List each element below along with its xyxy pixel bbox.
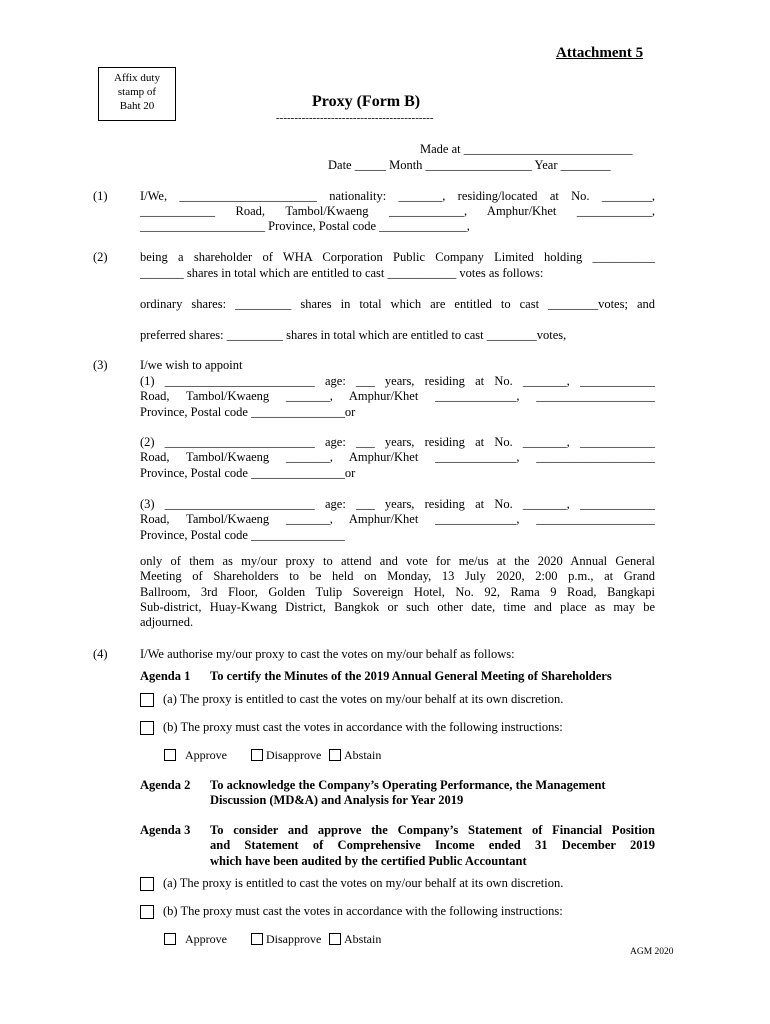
section-1-line-3[interactable]: ____________________ Province, Postal code ______________, <box>140 219 470 233</box>
agenda-1-option-a-checkbox[interactable] <box>140 693 154 707</box>
form-title: Proxy (Form B) <box>312 93 421 110</box>
agenda-3-title-line-3: which have been audited by the certified Public Accountant <box>210 854 527 868</box>
made-at-line[interactable]: Made at ___________________________ <box>420 142 633 156</box>
agenda-1-option-a-label: (a) The proxy is entitled to cast the votes on my/our behalf at its own discretion. <box>163 692 564 706</box>
stamp-line-1: Affix duty <box>114 72 160 84</box>
proxy-3-line-2[interactable]: Road, Tambol/Kwaeng _______, Amphur/Khet _____________, ___________________ <box>140 512 655 526</box>
section-1-line-2[interactable]: ____________ Road, Tambol/Kwaeng ____________, Amphur/Khet ____________, <box>140 204 655 218</box>
proxy-1-line-2[interactable]: Road, Tambol/Kwaeng _______, Amphur/Khet _____________, ___________________ <box>140 389 655 403</box>
agenda-3-approve-checkbox[interactable] <box>164 933 176 945</box>
duty-stamp-box <box>98 67 176 121</box>
meeting-paragraph-line-3: Ballroom, 3rd Floor, Golden Tulip Sovereign Hotel, No. 92, Rama 9 Road, Bangkapi <box>140 585 655 599</box>
agm-footer: AGM 2020 <box>630 947 674 957</box>
agenda-1-abstain-checkbox[interactable] <box>329 749 341 761</box>
attachment-label: Attachment 5 <box>556 45 644 61</box>
agenda-1-disapprove-label: Disapprove <box>266 748 322 762</box>
agenda-1-disapprove-checkbox[interactable] <box>251 749 263 761</box>
agenda-3-option-a-label: (a) The proxy is entitled to cast the votes on my/our behalf at its own discretion. <box>163 876 564 890</box>
agenda-3-approve-label: Approve <box>185 932 227 946</box>
section-4-number: (4) <box>93 647 108 661</box>
agenda-1-title: To certify the Minutes of the 2019 Annual General Meeting of Shareholders <box>210 669 612 683</box>
meeting-paragraph-line-5: adjourned. <box>140 615 194 629</box>
agenda-3-title-line-1: To consider and approve the Company’s Statement of Financial Position <box>210 823 655 837</box>
agenda-1-option-b-checkbox[interactable] <box>140 721 154 735</box>
agenda-1-approve-label: Approve <box>185 748 227 762</box>
agenda-3-abstain-label: Abstain <box>344 932 382 946</box>
agenda-3-disapprove-checkbox[interactable] <box>251 933 263 945</box>
date-line[interactable]: Date _____ Month _________________ Year ________ <box>328 158 611 172</box>
section-2-number: (2) <box>93 250 108 264</box>
meeting-paragraph-line-4: Sub-district, Huay-Kwang District, Bangkok or such other date, time and place as may be <box>140 600 655 614</box>
ordinary-shares-line[interactable]: ordinary shares: _________ shares in total which are entitled to cast ________votes; and <box>140 297 655 311</box>
title-rule: ------------------------------------------- <box>276 112 434 124</box>
agenda-3-option-a-checkbox[interactable] <box>140 877 154 891</box>
preferred-shares-line[interactable]: preferred shares: _________ shares in total which are entitled to cast ________votes, <box>140 328 567 342</box>
agenda-3-option-b-label: (b) The proxy must cast the votes in accordance with the following instructions: <box>163 904 563 918</box>
proxy-3-line-3[interactable]: Province, Postal code _______________ <box>140 528 345 542</box>
stamp-line-3: Baht 20 <box>119 100 155 112</box>
agenda-3-abstain-checkbox[interactable] <box>329 933 341 945</box>
meeting-paragraph-line-2: Meeting of Shareholders to be held on Monday, 13 July 2020, 2:00 p.m., at Grand <box>140 569 655 583</box>
section-1-number: (1) <box>93 189 108 203</box>
agenda-2-title-line-1: To acknowledge the Company’s Operating Performance, the Management <box>210 778 606 792</box>
proxy-2-line-2[interactable]: Road, Tambol/Kwaeng _______, Amphur/Khet _____________, ___________________ <box>140 450 655 464</box>
authorise-intro: I/We authorise my/our proxy to cast the votes on my/our behalf as follows: <box>140 647 515 661</box>
proxy-2-line-1[interactable]: (2) ________________________ age: ___ years, residing at No. _______, ____________ <box>140 435 655 449</box>
appoint-intro: I/we wish to appoint <box>140 358 243 372</box>
meeting-paragraph-line-1: only of them as my/our proxy to attend and vote for me/us at the 2020 Annual General <box>140 554 655 568</box>
section-3-number: (3) <box>93 358 108 372</box>
section-2-line-2[interactable]: _______ shares in total which are entitled to cast ___________ votes as follows: <box>140 266 544 280</box>
agenda-2-title-line-2: Discussion (MD&A) and Analysis for Year 2019 <box>210 793 464 807</box>
proxy-1-line-1[interactable]: (1) ________________________ age: ___ years, residing at No. _______, ____________ <box>140 374 655 388</box>
section-1-line-1[interactable]: I/We, ______________________ nationality: _______, residing/located at No. ________, <box>140 189 655 203</box>
agenda-3-disapprove-label: Disapprove <box>266 932 322 946</box>
agenda-1-label: Agenda 1 <box>140 669 191 683</box>
agenda-1-abstain-label: Abstain <box>344 748 382 762</box>
stamp-line-2: stamp of <box>117 86 157 98</box>
proxy-3-line-1[interactable]: (3) ________________________ age: ___ years, residing at No. _______, ____________ <box>140 497 655 511</box>
proxy-1-line-3[interactable]: Province, Postal code _______________or <box>140 405 356 419</box>
agenda-2-label: Agenda 2 <box>140 778 191 792</box>
agenda-1-option-b-label: (b) The proxy must cast the votes in accordance with the following instructions: <box>163 720 563 734</box>
proxy-2-line-3[interactable]: Province, Postal code _______________or <box>140 466 356 480</box>
section-2-line-1[interactable]: being a shareholder of WHA Corporation Public Company Limited holding __________ <box>140 250 655 264</box>
agenda-3-title-line-2: and Statement of Comprehensive Income ended 31 December 2019 <box>210 838 655 852</box>
agenda-1-approve-checkbox[interactable] <box>164 749 176 761</box>
agenda-3-label: Agenda 3 <box>140 823 191 837</box>
agenda-3-option-b-checkbox[interactable] <box>140 905 154 919</box>
